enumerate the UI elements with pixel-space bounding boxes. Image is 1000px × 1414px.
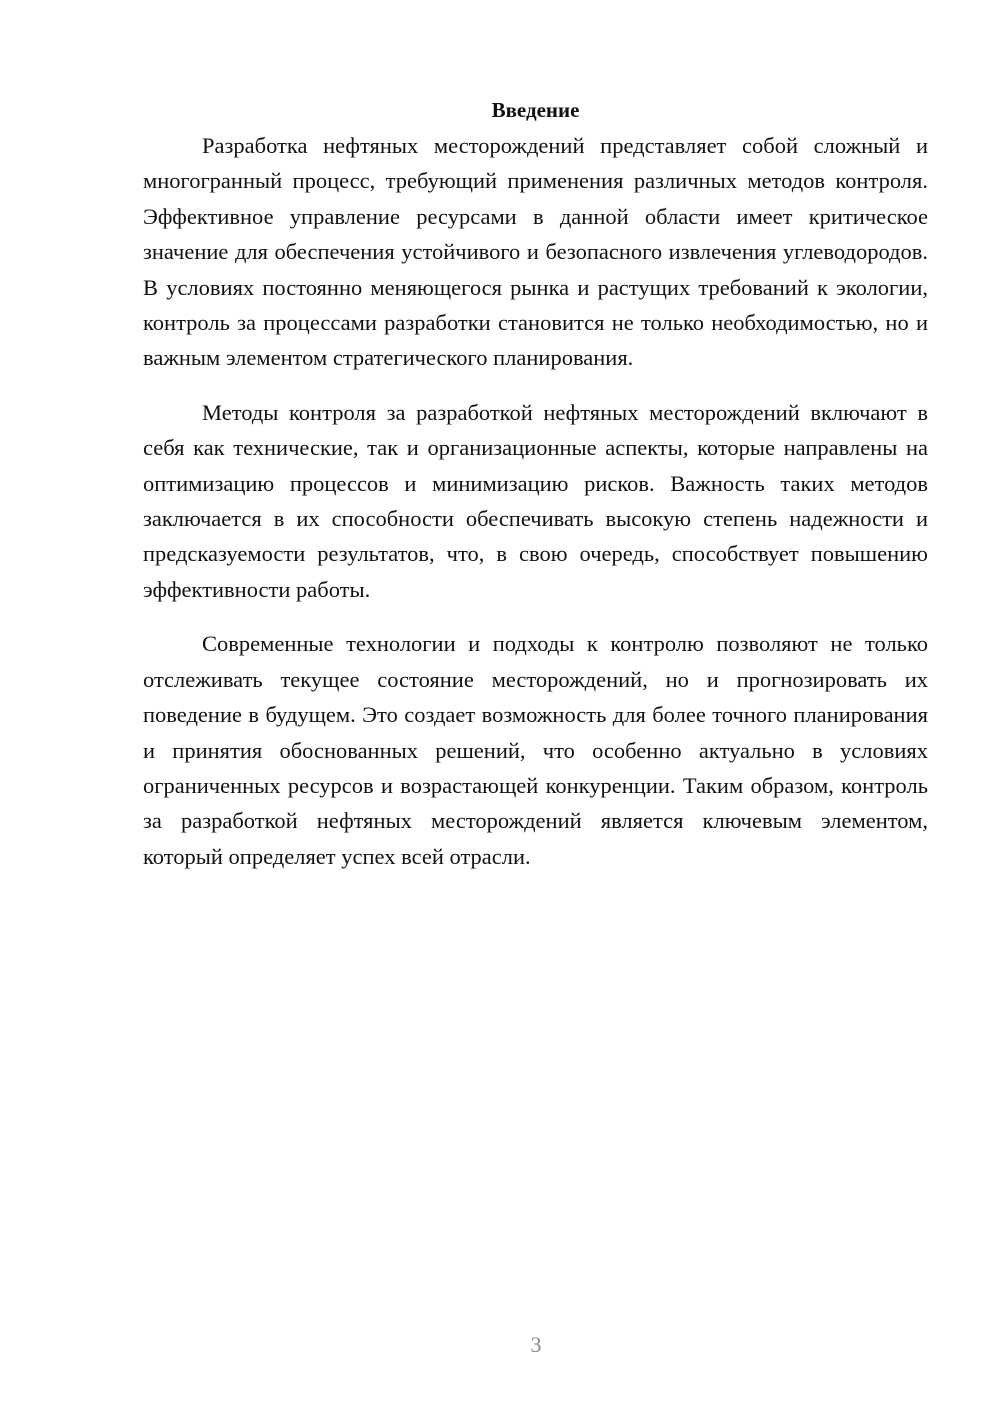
paragraph-3: Современные технологии и подходы к контролю позволяют не только отслеживать текущее состояние месторождений, но и прогнозировать их поведение в будущем. Это создает возможность для более точного планирования и принятия обоснованных решений, что особенно актуально в условиях ограниченных ресурсов и возрастающей конкуренции. Таким образом, контроль за разработкой нефтяных месторождений является ключевым элементом, который определяет успех всей отрасли. <box>143 631 928 869</box>
page-number: 3 <box>530 1332 542 1357</box>
section-title: Введение <box>491 98 580 122</box>
paragraph-1: Разработка нефтяных месторождений представляет собой сложный и многогранный процесс, требующий применения различных методов контроля. Эффективное управление ресурсами в данной области имеет критическое значение для обеспечения устойчивого и безопасного извлечения углеводородов. В условиях постоянно меняющегося рынка и растущих требований к экологии, контроль за процессами разработки становится не только необходимостью, но и важным элементом стратегического планирования. <box>143 133 928 371</box>
paragraph-2: Методы контроля за разработкой нефтяных месторождений включают в себя как технические, так и организационные аспекты, которые направлены на оптимизацию процессов и минимизацию рисков. Важность таких методов заключается в их способности обеспечивать высокую степень надежности и предсказуемости результатов, что, в свою очередь, способствует повышению эффективности работы. <box>143 399 928 602</box>
document-page <box>143 92 928 874</box>
